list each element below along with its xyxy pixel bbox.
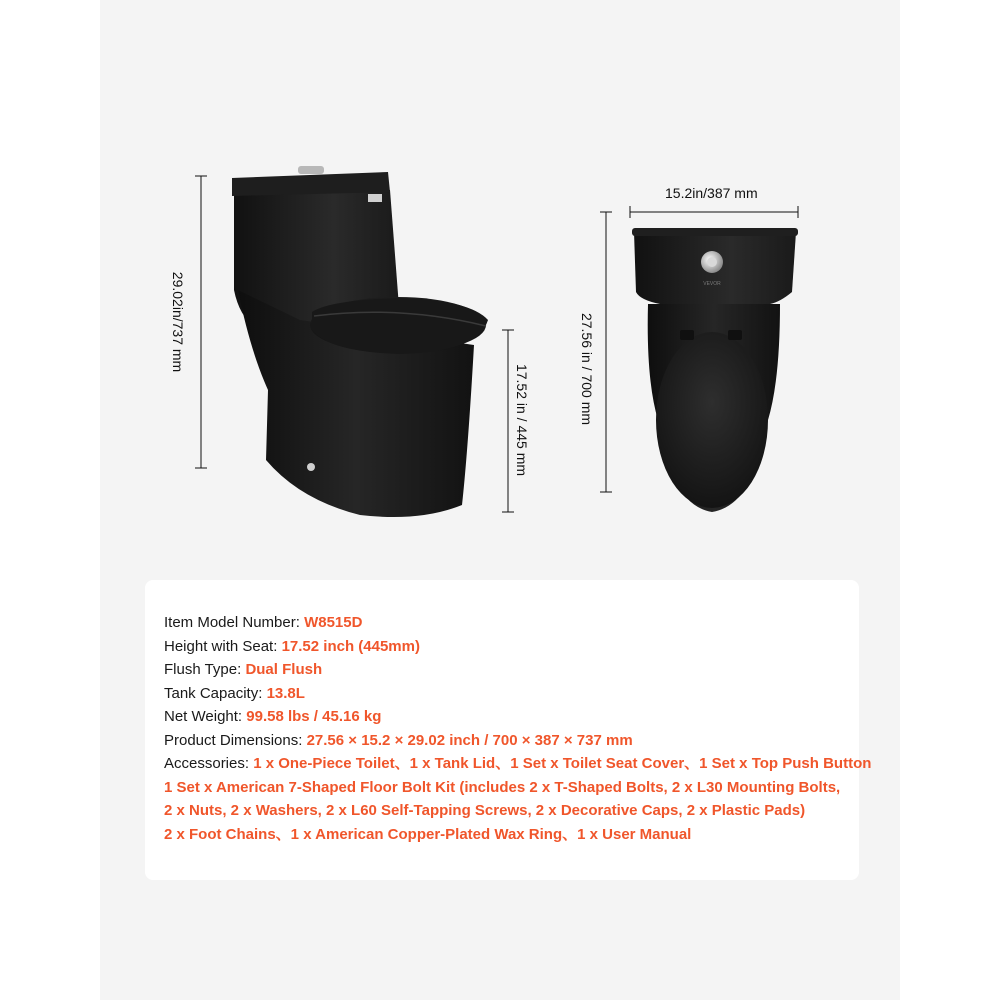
spec-value: Dual Flush: [245, 661, 323, 678]
spec-value: 27.56 × 15.2 × 29.02 inch / 700 × 387 × 737 mm: [306, 731, 633, 749]
spec-row-tank-capacity: [164, 682, 871, 706]
bolt-cap: [307, 463, 315, 471]
depth-label: 27.56 in / 700 mm: [579, 312, 595, 426]
brand-logo: VEVOR: [703, 281, 721, 287]
accessories-line: 1 Set x American 7-Shaped Floor Bolt Kit (includes 2 x T-Shaped Bolts, 2 x L30 Mounting Bolts,: [164, 778, 841, 796]
spec-row-flush-type: [164, 658, 871, 682]
spec-value: 17.52 inch (445mm): [281, 637, 420, 655]
flush-button: [298, 166, 324, 174]
spec-value: 99.58 lbs / 45.16 kg: [246, 708, 382, 725]
spec-list: [164, 611, 871, 846]
total-height-label: 29.02in/737 mm: [170, 271, 186, 373]
spec-label: Height with Seat:: [164, 637, 278, 655]
side-view-toilet: [232, 166, 488, 517]
spec-label: Flush Type:: [164, 661, 242, 678]
front-view-toilet: [632, 228, 798, 512]
tank-label: [368, 194, 382, 202]
spec-row-accessories: [164, 752, 871, 776]
spec-value: 1 x One-Piece Toilet、1 x Tank Lid、1 Set x Toilet Seat Cover、1 Set x Top Push Button: [253, 755, 872, 772]
spec-value: W8515D: [304, 614, 363, 631]
spec-label: Product Dimensions:: [164, 731, 303, 749]
spec-card: [145, 580, 872, 880]
spec-label: Tank Capacity:: [164, 684, 263, 702]
spec-label: Accessories:: [164, 755, 250, 772]
width-label: 15.2in/387 mm: [665, 185, 758, 201]
spec-row-seat-height: [164, 635, 871, 659]
spec-row-model: [164, 611, 871, 635]
accessories-line: 2 x Foot Chains、1 x American Copper-Plated Wax Ring、1 x User Manual: [164, 825, 692, 843]
spec-value: 13.8L: [266, 684, 305, 702]
spec-row-net-weight: [164, 705, 871, 729]
accessories-line: 2 x Nuts, 2 x Washers, 2 x L60 Self-Tapping Screws, 2 x Decorative Caps, 2 x Plastic Pads): [164, 802, 806, 819]
spec-label: Item Model Number:: [164, 614, 300, 631]
spec-label: Net Weight:: [164, 708, 243, 725]
seat-height-label: 17.52 in / 445 mm: [514, 363, 530, 477]
spec-row-dimensions: [164, 729, 871, 753]
